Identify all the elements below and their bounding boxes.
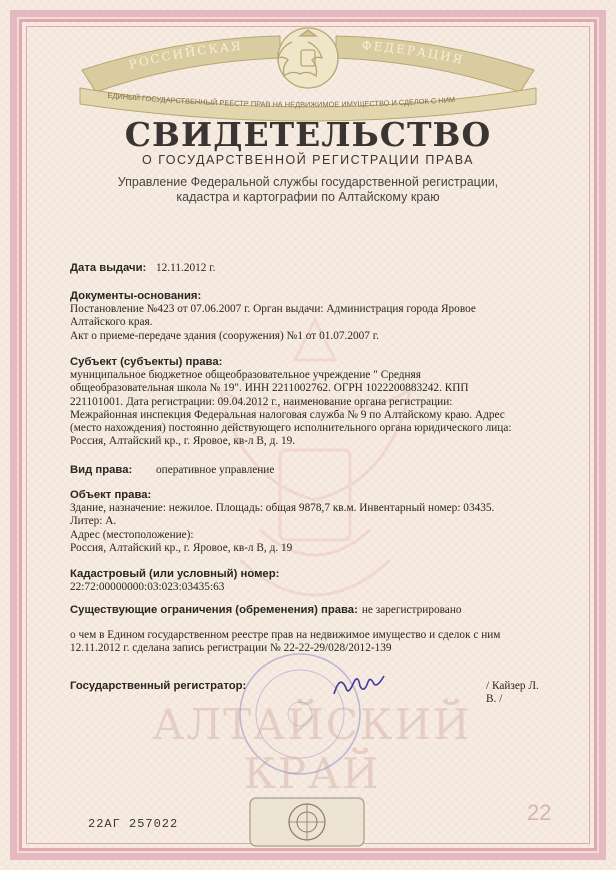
document-title: СВИДЕТЕЛЬСТВО: [124, 115, 492, 154]
basis-label: Документы-основания:: [70, 290, 202, 302]
record-line: 12.11.2012 г. сделана запись регистрации № 22-22-29/028/2012-139: [70, 642, 392, 655]
object-line: Здание, назначение: нежилое. Площадь: общая 9878,7 кв.м. Инвентарный номер: 03435.: [70, 502, 495, 515]
registrar-name: / Кайзер Л. В. /: [486, 680, 539, 706]
subject-label: Субъект (субъекты) права:: [70, 356, 223, 368]
header-emblem-ribbon: [0, 0, 616, 130]
subject-line: муниципальное бюджетное общеобразовательное учреждение " Средняя: [70, 369, 421, 382]
object-line: Адрес (местоположение):: [70, 528, 194, 541]
issue-date-label: Дата выдачи:: [70, 262, 147, 274]
bottom-rosette-icon: [248, 796, 366, 848]
object-line: Литер: А.: [70, 515, 117, 528]
right-type-row: [70, 464, 550, 477]
official-stamp-icon: [236, 650, 364, 778]
restrictions-row: [70, 604, 550, 617]
restrictions-label: Существующие ограничения (обременения) права:: [70, 604, 358, 616]
subject-line: Россия, Алтайский кр., г. Яровое, кв-л В, д. 19.: [70, 435, 296, 448]
serial-number: 22АГ 257022: [88, 817, 179, 831]
region-code: 22: [527, 800, 552, 825]
ribbon-right-text: ФЕДЕРАЦИЯ: [361, 38, 466, 68]
issuing-authority: [70, 175, 546, 205]
subject-line: общеобразовательная школа № 19". ИНН 2211002762. ОГРН 1022200883242. КПП: [70, 382, 469, 395]
registry-record: [70, 629, 550, 655]
issue-date-row: [70, 262, 550, 275]
basis-line: Постановление №423 от 07.06.2007 г. Орган выдачи: Администрация города Яровое: [70, 303, 476, 316]
ribbon-left-text: РОССИЙСКАЯ: [127, 38, 244, 72]
registrar-label: Государственный регистратор:: [70, 680, 247, 692]
cadastral-label: Кадастровый (или условный) номер:: [70, 568, 280, 580]
registrar-row: [70, 680, 550, 706]
cadastral-value: 22:72:00000000:03:023:03435:63: [70, 581, 225, 594]
authority-line: кадастра и картографии по Алтайскому краю: [176, 190, 440, 204]
subject-line: 221101001. Дата регистрации: 09.04.2012 г., наименование органа регистрации:: [70, 395, 453, 408]
issue-date-value: 12.11.2012 г.: [156, 262, 216, 274]
document-subtitle: О ГОСУДАРСТВЕННОЙ РЕГИСТРАЦИИ ПРАВА: [142, 153, 474, 167]
double-headed-eagle-icon: [278, 28, 338, 88]
basis-line: Алтайского края.: [70, 316, 153, 329]
region-watermark: АЛТАЙСКИЙ КРАЙ: [152, 700, 472, 798]
basis-section: [70, 290, 550, 343]
record-line: о чем в Едином государственном реестре прав на недвижимое имущество и сделок с ним: [70, 629, 501, 641]
subject-line: (место нахождения) постоянно действующего исполнительного органа юридического лица:: [70, 422, 512, 435]
object-label: Объект права:: [70, 489, 152, 501]
basis-line: Акт о приеме-передаче здания (сооружения) №1 от 01.07.2007 г.: [70, 329, 379, 342]
subject-line: Межрайонная инспекция Федеральная налоговая служба № 9 по Алтайскому краю. Адрес: [70, 408, 505, 421]
right-type-value: оперативное управление: [156, 464, 275, 476]
object-line: Россия, Алтайский кр., г. Яровое, кв-л В, д. 19: [70, 541, 293, 554]
restrictions-value: не зарегистрировано: [361, 604, 462, 616]
right-type-label: Вид права:: [70, 464, 133, 476]
cadastral-section: [70, 568, 550, 594]
registry-ribbon-text: ЕДИНЫЙ ГОСУДАРСТВЕННЫЙ РЕЕСТР ПРАВ НА НЕДВИЖИМОЕ ИМУЩЕСТВО И СДЕЛОК С НИМ: [107, 90, 456, 110]
object-section: [70, 489, 550, 555]
authority-line: Управление Федеральной службы государственной регистрации,: [117, 175, 499, 189]
subject-section: [70, 356, 550, 448]
